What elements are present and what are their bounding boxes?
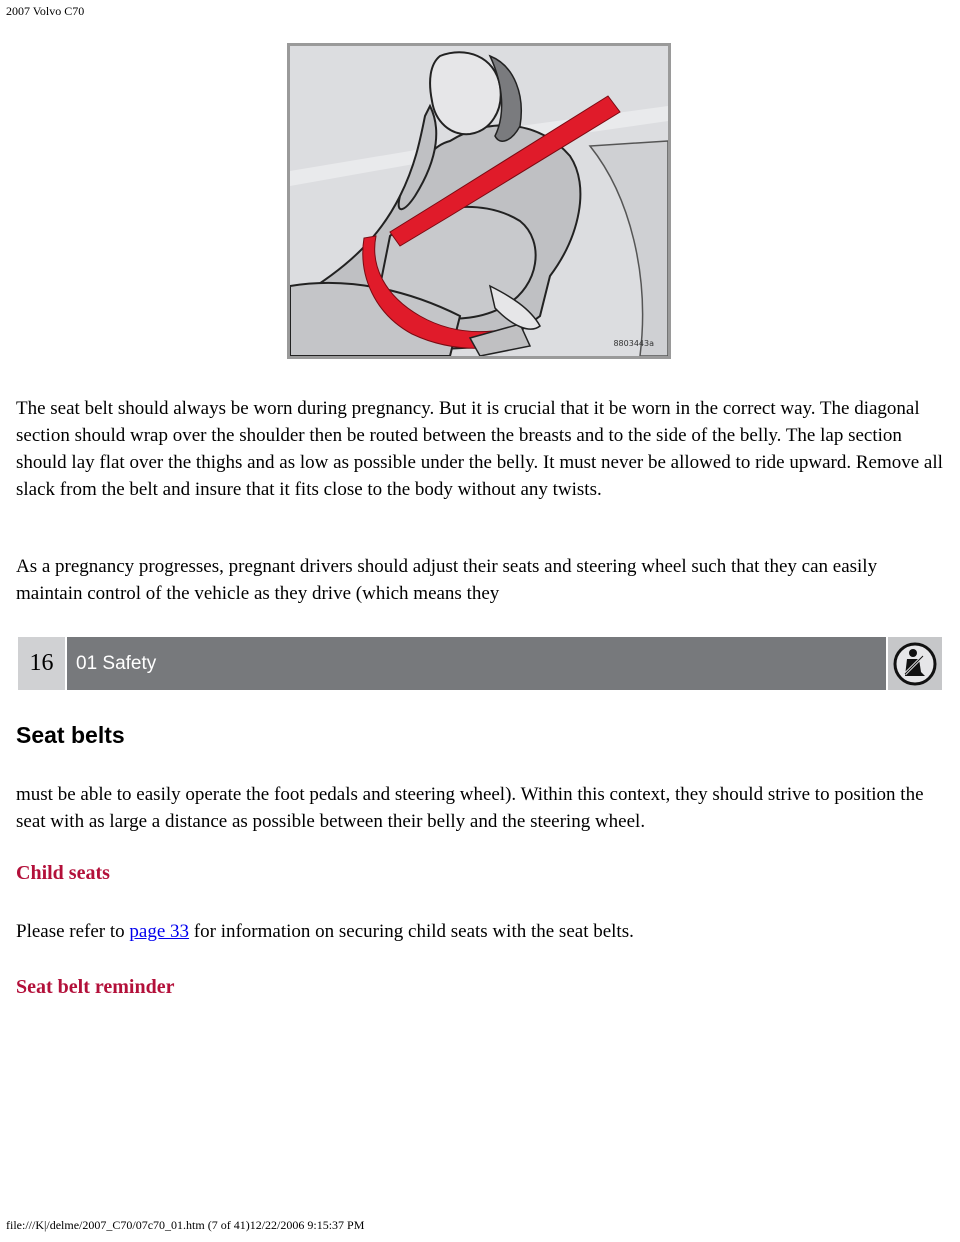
- seatbelt-drawing: [290, 46, 668, 356]
- page-number: 16: [18, 637, 65, 690]
- section-title: Seat belts: [16, 722, 125, 748]
- footer-file-path: file:///K|/delme/2007_C70/07c70_01.htm (7 of 41)12/22/2006 9:15:37 PM: [6, 1218, 365, 1232]
- child-seats-text-after: for information on securing child seats with the seat belts.: [189, 921, 634, 942]
- seat-position-paragraph: must be able to easily operate the foot pedals and steering wheel). Within this context, they should strive to position the seat with as large a distance as possible between their belly and the steering wheel.: [16, 784, 924, 832]
- document-header-title: 2007 Volvo C70: [6, 4, 85, 18]
- page-33-link[interactable]: page 33: [129, 921, 190, 942]
- child-seats-heading: Child seats: [16, 862, 110, 884]
- seatbelt-person-icon: [893, 642, 937, 686]
- chapter-title: 01 Safety: [67, 637, 886, 690]
- child-seats-paragraph: [16, 918, 946, 945]
- head-shape: [430, 52, 501, 134]
- section-header-bar: [18, 637, 942, 690]
- figure-code: 8803443a: [613, 339, 654, 348]
- chapter-icon-box: [888, 637, 942, 690]
- child-seats-text-before: Please refer to: [16, 921, 130, 942]
- pregnancy-progress-paragraph: As a pregnancy progresses, pregnant drivers should adjust their seats and steering wheel such that they can easily maintain control of the vehicle as they drive (which means they: [16, 556, 878, 604]
- pregnant-seatbelt-illustration: [287, 43, 671, 359]
- seat-belt-reminder-heading: Seat belt reminder: [16, 976, 175, 998]
- pregnancy-paragraph: The seat belt should always be worn during pregnancy. But it is crucial that it be worn in the correct way. The diagonal section should wrap over the shoulder then be routed between the breasts and to the side of the belly. The lap section should lay flat over the thighs and as low as possible under the belly. It must never be allowed to ride upward. Remove all slack from the belt and insure that it fits close to the body without any twists.: [16, 398, 943, 500]
